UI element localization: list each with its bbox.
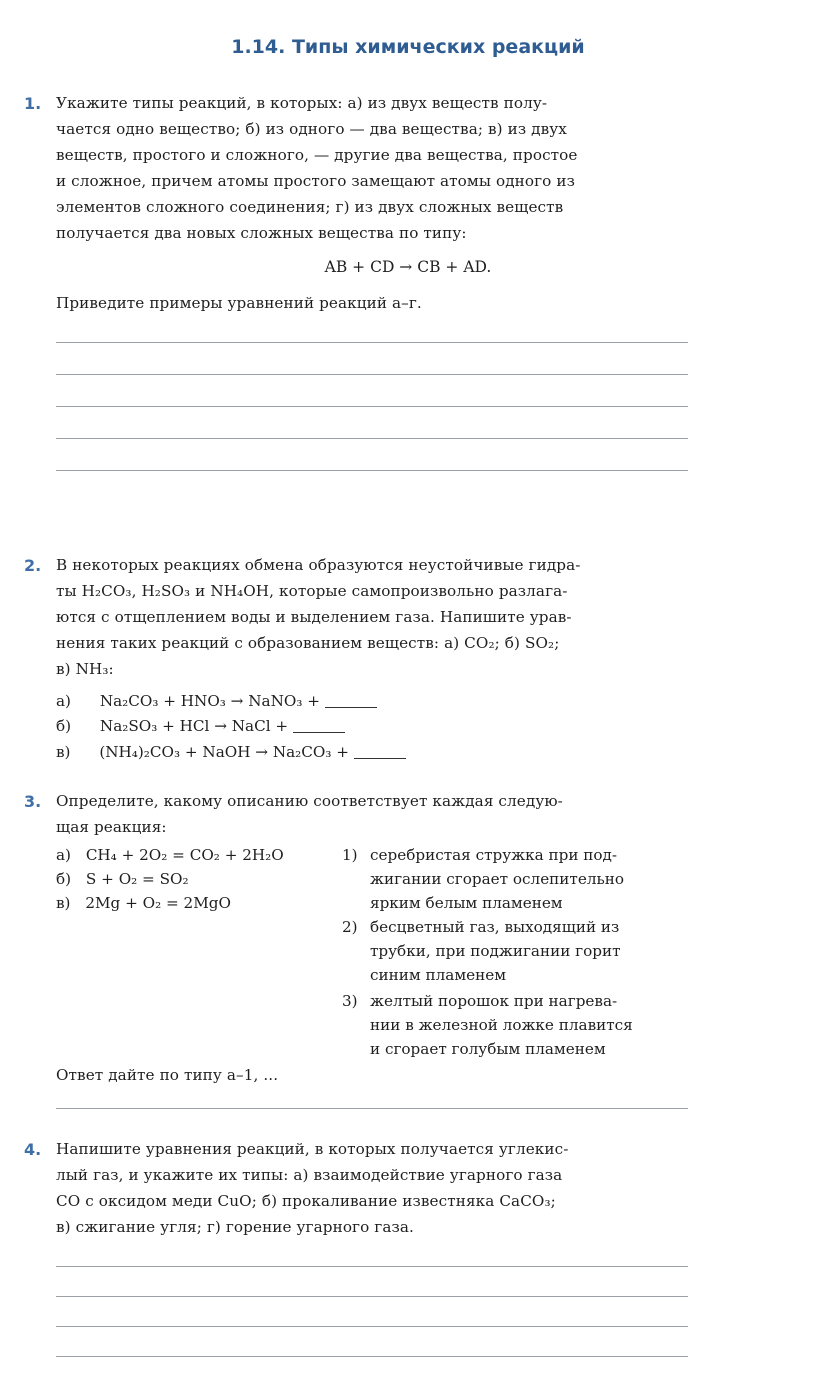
description-line: трубки, при поджигании горит: [370, 942, 621, 960]
equation-text: Na₂CO₃ + HNO₃ → NaNO₃ +: [99, 692, 320, 710]
equation-blank[interactable]: [325, 693, 377, 708]
answer-line[interactable]: [56, 374, 688, 375]
task-text-line: в) сжигание угля; г) горение угарного газа.: [56, 1218, 414, 1236]
reaction-item: [56, 846, 284, 864]
task-text-line: в) NH₃:: [56, 660, 114, 678]
answer-line[interactable]: [56, 470, 688, 471]
task-text-line: Укажите типы реакций, в которых: а) из двух веществ полу-: [56, 94, 548, 112]
reaction-equation: CH₄ + 2O₂ = CO₂ + 2H₂O: [85, 846, 284, 864]
task-number: 1.: [24, 94, 42, 113]
equation-label: а): [56, 692, 71, 710]
reaction-label: б): [56, 870, 72, 888]
task-number: 2.: [24, 556, 42, 575]
task-text-line: щая реакция:: [56, 818, 167, 836]
answer-line[interactable]: [56, 1266, 688, 1267]
equation-row: [56, 743, 406, 761]
equation-row: [56, 717, 345, 735]
task-text-line: В некоторых реакциях обмена образуются неустойчивые гидра-: [56, 556, 581, 574]
answer-line[interactable]: [56, 1296, 688, 1297]
task-text-line: Определите, какому описанию соответствует каждая следую-: [56, 792, 563, 810]
answer-line[interactable]: [56, 406, 688, 407]
task-number: 4.: [24, 1140, 42, 1159]
reaction-item: [56, 894, 231, 912]
description-number: 3): [342, 992, 358, 1010]
reaction-equation: S + O₂ = SO₂: [85, 870, 189, 888]
equation-label: б): [56, 717, 72, 735]
task-number: 3.: [24, 792, 42, 811]
task-text-line: нения таких реакций с образованием веществ: а) CO₂; б) SO₂;: [56, 634, 560, 652]
task-followup: Приведите примеры уравнений реакций а–г.: [56, 294, 422, 312]
equation-blank[interactable]: [354, 744, 406, 759]
reaction-label: а): [56, 846, 71, 864]
description-line: нии в железной ложке плавится: [370, 1016, 633, 1034]
task-text-line: Напишите уравнения реакций, в которых получается углекис-: [56, 1140, 569, 1158]
answer-line[interactable]: [56, 438, 688, 439]
task-text-line: чается одно вещество; б) из одного — два вещества; в) из двух: [56, 120, 567, 138]
description-line: бесцветный газ, выходящий из: [370, 918, 620, 936]
description-number: 1): [342, 846, 358, 864]
task-text-line: ются с отщеплением воды и выделением газа. Напишите урав-: [56, 608, 572, 626]
equation-blank[interactable]: [293, 718, 345, 733]
description-line: жигании сгорает ослепительно: [370, 870, 625, 888]
task-text-line: CO с оксидом меди CuO; б) прокаливание известняка CaCO₃;: [56, 1192, 556, 1210]
task-text-line: лый газ, и укажите их типы: а) взаимодействие угарного газа: [56, 1166, 563, 1184]
reaction-equation: 2Mg + O₂ = 2MgO: [85, 894, 231, 912]
description-line: синим пламенем: [370, 966, 507, 984]
task-text-line: ты H₂CO₃, H₂SO₃ и NH₄OH, которые самопроизвольно разлага-: [56, 582, 568, 600]
task-text-line: получается два новых сложных вещества по типу:: [56, 224, 467, 242]
reaction-scheme: AB + CD → CB + AD.: [324, 258, 492, 276]
task-text-line: и сложное, причем атомы простого замещают атомы одного из: [56, 172, 575, 190]
page-title: 1.14. Типы химических реакций: [231, 36, 585, 58]
description-number: 2): [342, 918, 358, 936]
answer-line[interactable]: [56, 342, 688, 343]
description-line: и сгорает голубым пламенем: [370, 1040, 606, 1058]
answer-line[interactable]: [56, 1326, 688, 1327]
task-text-line: веществ, простого и сложного, — другие два вещества, простое: [56, 146, 578, 164]
description-line: ярким белым пламенем: [370, 894, 563, 912]
equation-text: Na₂SO₃ + HCl → NaCl +: [99, 717, 289, 735]
description-line: серебристая стружка при под-: [370, 846, 618, 864]
answer-line[interactable]: [56, 1356, 688, 1357]
reaction-item: [56, 870, 189, 888]
reaction-label: в): [56, 894, 71, 912]
answer-hint: Ответ дайте по типу а–1, ...: [56, 1066, 279, 1084]
equation-text: (NH₄)₂CO₃ + NaOH → Na₂CO₃ +: [99, 743, 349, 761]
task-text-line: элементов сложного соединения; г) из двух сложных веществ: [56, 198, 564, 216]
answer-line[interactable]: [56, 1108, 688, 1109]
equation-label: в): [56, 743, 71, 761]
equation-row: [56, 692, 377, 710]
description-line: желтый порошок при нагрева-: [370, 992, 618, 1010]
